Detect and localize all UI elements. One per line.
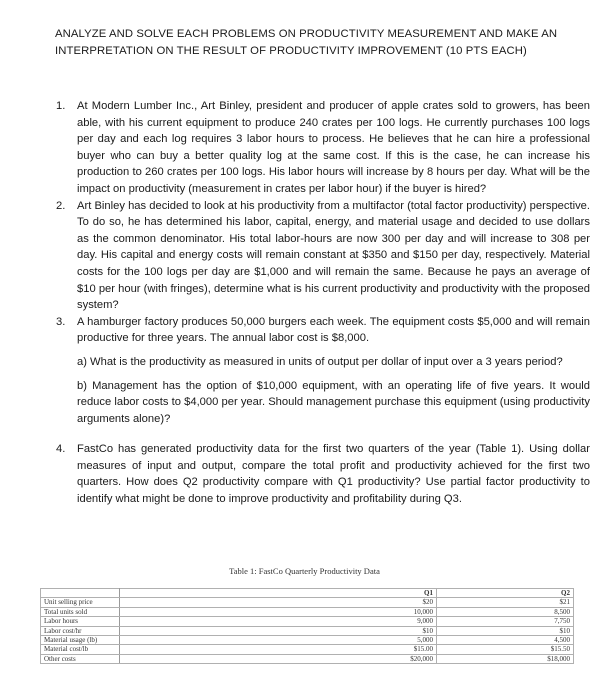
problem-text: FastCo has generated productivity data for the first two quarters of the year (Table 1). Using dollar measures of input and output, compare the total profit and productivity achieved for the first two quarters. How does Q2 productivity compare with Q1 productivity? Use partial factor productivity to identify what might be done to improve productivity and profitability during Q3. [77,443,590,506]
table-caption: Table 1: FastCo Quarterly Productivity Data [229,566,380,576]
table-row [41,636,574,645]
table-row [41,617,574,626]
header-q2: Q2 [437,589,574,598]
q2-value: $21 [437,598,574,607]
header-q1: Q1 [120,589,437,598]
q1-value: $20 [120,598,437,607]
problem-list [56,98,590,508]
q2-value: 8,500 [437,607,574,616]
q2-value: 7,750 [437,617,574,626]
row-label: Material cost/lb [41,645,120,654]
problem-number: 1. [56,100,66,112]
problem-text: Art Binley has decided to look at his productivity from a multifactor (total factor productivity) perspective. To do so, he has determined his labor, capital, energy, and material usage and decided to use dollars as the common denominator. His total labor-hours are now 300 per day and will increase to 308 per day. His capital and energy costs will remain constant at $350 and $150 per day, respectively. Material costs for the 100 logs per day are $1,000 and will remain the same. Because he pays an average of $10 per hour (with fringes), determine what is his current productivity and productivity with the proposed system? [77,199,590,312]
table-row [41,607,574,616]
q1-value: 9,000 [120,617,437,626]
q1-value: $15.00 [120,645,437,654]
q2-value: $10 [437,626,574,635]
table-row [41,598,574,607]
problem-4 [56,441,590,507]
row-label: Labor hours [41,617,120,626]
assignment-heading: ANALYZE AND SOLVE EACH PROBLEMS ON PRODUCTIVITY MEASUREMENT AND MAKE AN INTERPRETATION ON THE RESULT OF PRODUCTIVITY IMPROVEMENT (10 PTS EACH) [55,28,558,57]
table-row [41,626,574,635]
header-blank [41,589,120,598]
row-label: Labor cost/hr [41,626,120,635]
row-label: Total units sold [41,607,120,616]
problem-3-part-a: a) What is the productivity as measured in units of output per dollar of input over a 3 years period? [77,355,563,368]
problem-3-part-b: b) Management has the option of $10,000 equipment, with an operating life of five years. It would reduce labor costs to $4,000 per year. Should management purchase this equipment (using productivity arguments alone)? [77,379,590,425]
row-label: Material usage (lb) [41,636,120,645]
row-label: Other costs [41,654,120,663]
problem-3 [56,314,590,347]
problem-text: A hamburger factory produces 50,000 burgers each week. The equipment costs $5,000 and will remain productive for three years. The annual labor cost is $8,000. [77,315,590,345]
problem-1 [56,98,590,198]
q2-value: 4,500 [437,636,574,645]
problem-number: 4. [56,443,66,456]
table-row [41,645,574,654]
productivity-data-table [40,588,574,664]
q1-value: 10,000 [120,607,437,616]
problem-text: At Modern Lumber Inc., Art Binley, president and producer of apple crates sold to growers, has been able, with his current equipment to produce 240 crates per 100 logs. He currently purchases 100 logs per day and each log requires 3 labor hours to process. He believes that he can hire a professional buyer who can buy a better quality log at the same cost. If this is the case, he can increase his production to 260 crates per 100 logs. His labor hours will increase by 8 hours per day. What will be the impact on productivity (measurement in crates per labor hour) if the buyer is hired? [77,100,590,195]
q2-value: $18,000 [437,654,574,663]
q2-value: $15.50 [437,645,574,654]
problem-2 [56,198,590,314]
q1-value: $10 [120,626,437,635]
table-row [41,654,574,663]
table-header-row [41,589,574,598]
q1-value: 5,000 [120,636,437,645]
q1-value: $20,000 [120,654,437,663]
problem-number: 2. [56,199,66,212]
row-label: Unit selling price [41,598,120,607]
problem-number: 3. [56,315,66,328]
